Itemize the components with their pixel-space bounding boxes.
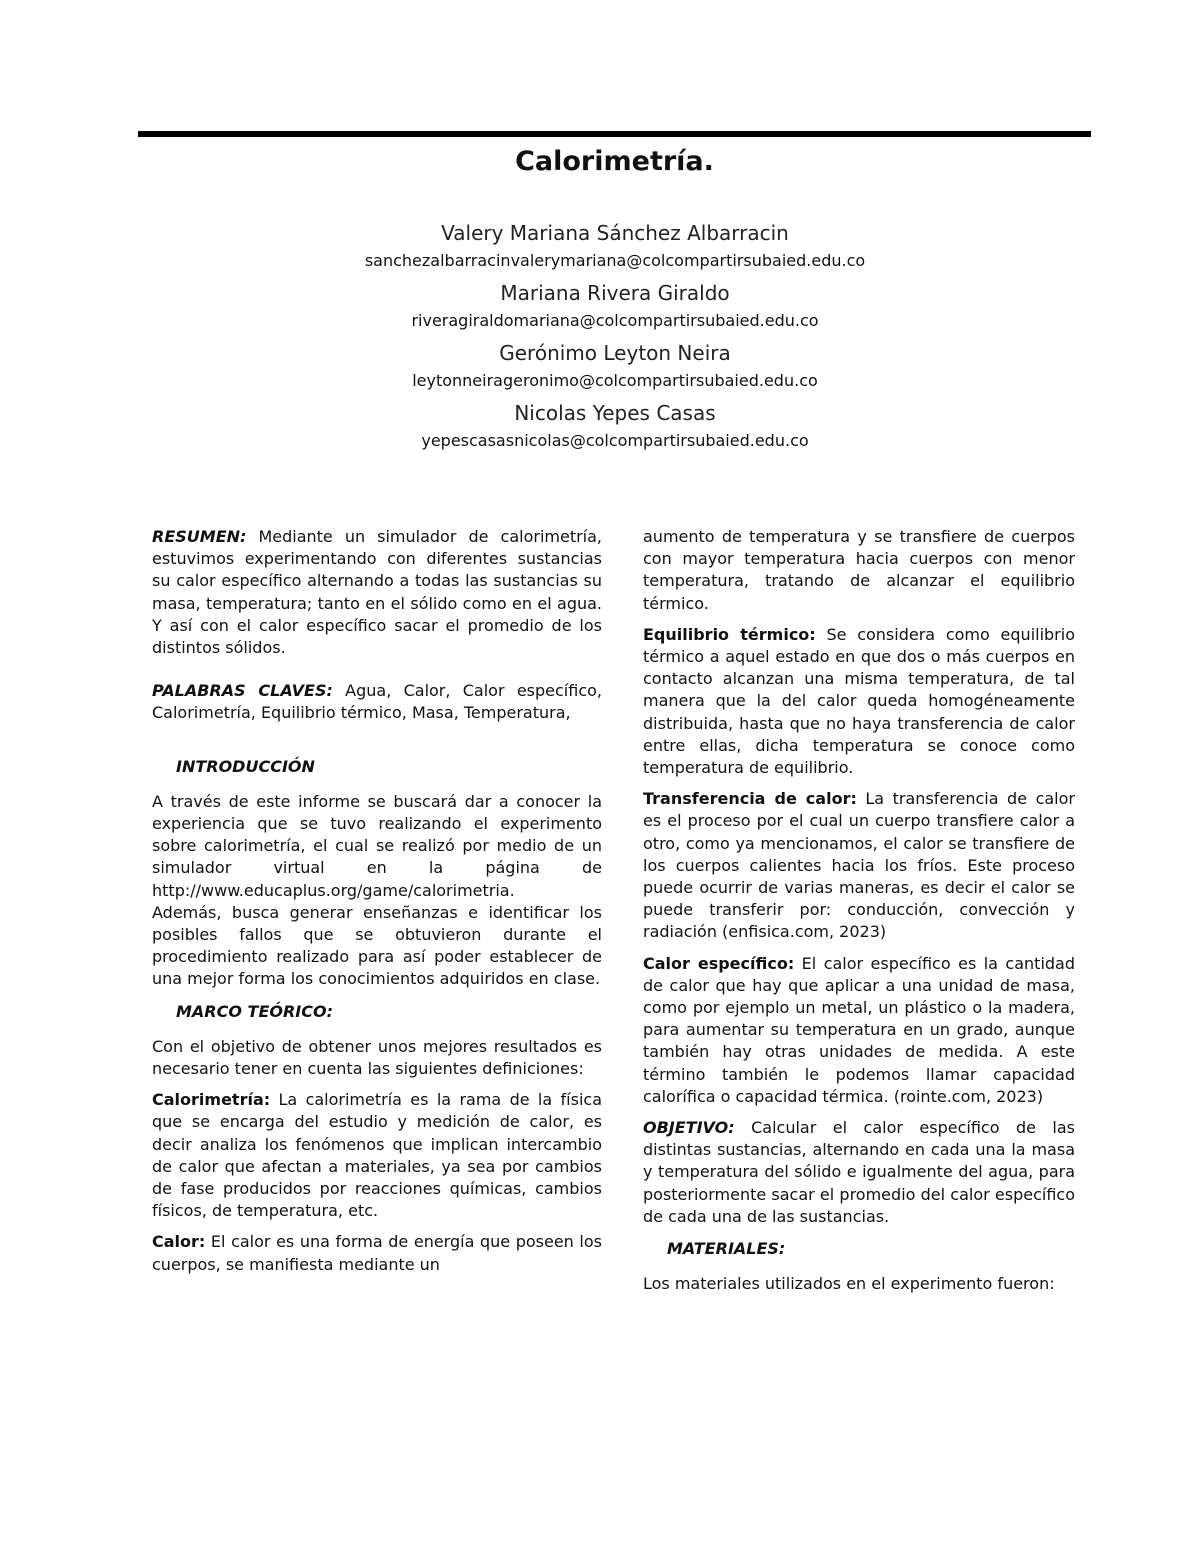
- objective-label: OBJETIVO:: [643, 1118, 735, 1138]
- author-email: sanchezalbarracinvalerymariana@colcompartirsubaied.edu.co: [364, 251, 866, 270]
- definition-calor: [152, 1231, 602, 1275]
- paper-title: Calorimetría.: [515, 146, 714, 177]
- intro-paragraph-1: A través de este informe se buscará dar a conocer la experiencia que se tuvo realizando el experimento sobre calorimetría, el cual se realizó por medio de un simulador virtual en la página de http://www.educaplus.org/game/calorimetria.: [152, 791, 602, 900]
- term-label: Calorimetría:: [152, 1090, 271, 1110]
- author-email: leytonneirageronimo@colcompartirsubaied.edu.co: [412, 371, 818, 390]
- author-name: Nicolas Yepes Casas: [514, 401, 716, 425]
- section-heading-materiales: MATERIALES:: [667, 1239, 786, 1259]
- term-label: Equilibrio térmico:: [643, 624, 816, 644]
- objective-text: Calcular el calor específico de las distintas sustancias, alternando en cada una la masa y temperatura del sólido e igualmente del agua, para posteriormente sacar el promedio del calor específico de cada una de las sustancias.: [643, 1118, 1075, 1226]
- author-email: yepescasasnicolas@colcompartirsubaied.edu.co: [421, 431, 809, 450]
- keywords-label: PALABRAS CLAVES:: [152, 681, 333, 701]
- abstract-paragraph: [152, 526, 602, 659]
- term-label: Transferencia de calor:: [643, 789, 857, 809]
- left-column: [152, 526, 602, 1285]
- author-email: riveragiraldomariana@colcompartirsubaied.edu.co: [411, 311, 819, 330]
- term-text: La transferencia de calor es el proceso por el cual un cuerpo transfiere calor a otro, como ya mencionamos, el calor se transfiere de los cuerpos calientes hacia los fríos. Este proceso puede ocurrir de varias maneras, es decir el calor se puede transferir por: conducción, convección y radiación (enfisica.com, 2023): [643, 789, 1075, 942]
- keywords-paragraph: [152, 680, 602, 724]
- author-name: Valery Mariana Sánchez Albarracin: [441, 221, 789, 245]
- header-rule: [138, 131, 1091, 137]
- right-column: [643, 526, 1075, 1305]
- definition-calor-continued: aumento de temperatura y se transfiere de cuerpos con mayor temperatura hacia cuerpos con menor temperatura, tratando de alcanzar el equilibrio térmico.: [643, 527, 1075, 613]
- definition-calorimetria: [152, 1089, 602, 1222]
- author-name: Mariana Rivera Giraldo: [500, 281, 730, 305]
- definition-transferencia: [643, 788, 1075, 943]
- objective-paragraph: [643, 1117, 1075, 1228]
- materials-intro: Los materiales utilizados en el experimento fueron:: [643, 1274, 1055, 1294]
- section-heading-marco: MARCO TEÓRICO:: [176, 1001, 333, 1021]
- keywords-text: Agua, Calor, Calor específico, Calorimetría, Equilibrio térmico, Masa, Temperatura,: [152, 681, 603, 723]
- definition-equilibrio: [643, 624, 1075, 779]
- marco-intro: Con el objetivo de obtener unos mejores resultados es necesario tener en cuenta las siguientes definiciones:: [152, 1036, 602, 1079]
- abstract-label: RESUMEN:: [152, 527, 247, 546]
- term-text: El calor es una forma de energía que poseen los cuerpos, se manifiesta mediante un: [152, 1232, 602, 1274]
- term-text: El calor específico es la cantidad de calor que hay que aplicar a una unidad de masa, como por ejemplo un metal, un plástico o la madera, para aumentar su temperatura en un grado, aunque también hay otras unidades de medida. A este término también le podemos llamar capacidad calorífica o capacidad térmica. (rointe.com, 2023): [643, 953, 1076, 1106]
- abstract-text: Mediante un simulador de calorimetría, estuvimos experimentando con diferentes sustancias su calor específico alternando a todas las sustancias su masa, temperatura; tanto en el sólido como en el agua. Y así con el calor específico sacar el promedio de los distintos sólidos.: [152, 527, 602, 658]
- author-block: [330, 220, 900, 460]
- term-label: Calor específico:: [643, 953, 795, 973]
- definition-calor-especifico: [643, 953, 1075, 1108]
- term-text: Se considera como equilibrio térmico a aquel estado en que dos o más cuerpos en contacto alcanzan una misma temperatura, de tal manera que la del calor queda homogéneamente distribuida, hasta que no haya transferencia de calor entre ellas, dicha temperatura se conoce como temperatura de equilibrio.: [643, 624, 1075, 778]
- author-name: Gerónimo Leyton Neira: [499, 341, 731, 365]
- intro-paragraph-2: Además, busca generar enseñanzas e identificar los posibles fallos que se obtuvieron durante el procedimiento realizado para así poder establecer de una mejor forma los conocimientos adquiridos en clase.: [152, 902, 602, 989]
- term-text: La calorimetría es la rama de la física que se encarga del estudio y medición de calor, es decir analiza los fenómenos que implican intercambio de calor que afectan a materiales, ya sea por cambios de fase producidos por reacciones químicas, cambios físicos, de temperatura, etc.: [152, 1090, 602, 1221]
- section-heading-introduccion: INTRODUCCIÓN: [176, 756, 315, 776]
- term-label: Calor:: [152, 1232, 206, 1252]
